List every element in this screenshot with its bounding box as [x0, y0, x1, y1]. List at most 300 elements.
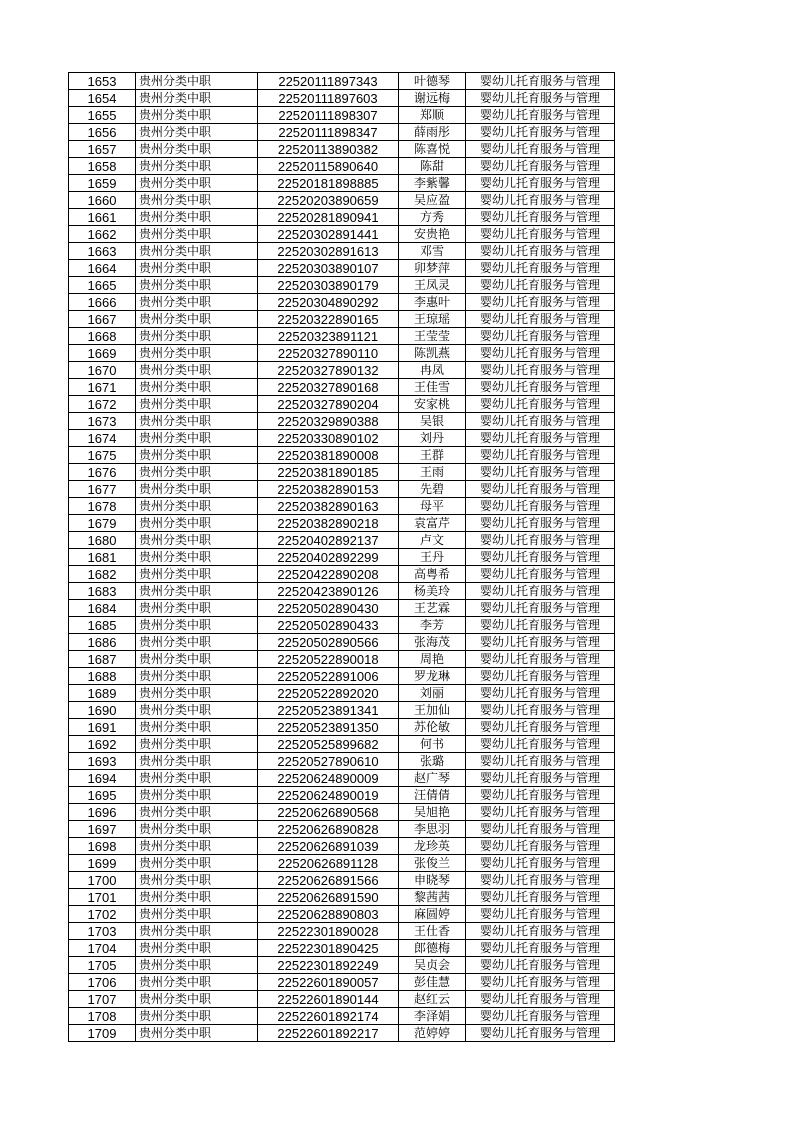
major-cell: 婴幼儿托育服务与管理: [466, 872, 615, 889]
student-name-cell: 陈凯燕: [399, 345, 466, 362]
category-cell: 贵州分类中职: [136, 90, 258, 107]
table-row: [69, 702, 615, 719]
table-row: [69, 311, 615, 328]
exam-id-cell: 22520323891121: [258, 328, 399, 345]
row-number-cell: 1691: [69, 719, 136, 736]
category-cell: 贵州分类中职: [136, 838, 258, 855]
category-cell: 贵州分类中职: [136, 107, 258, 124]
row-number-cell: 1701: [69, 889, 136, 906]
student-name-cell: 邓雪: [399, 243, 466, 260]
table-row: [69, 413, 615, 430]
major-cell: 婴幼儿托育服务与管理: [466, 311, 615, 328]
row-number-cell: 1703: [69, 923, 136, 940]
category-cell: 贵州分类中职: [136, 1025, 258, 1042]
table-row: [69, 906, 615, 923]
table-row: [69, 821, 615, 838]
row-number-cell: 1687: [69, 651, 136, 668]
exam-id-cell: 22520327890204: [258, 396, 399, 413]
student-name-cell: 麻圆婷: [399, 906, 466, 923]
category-cell: 贵州分类中职: [136, 175, 258, 192]
category-cell: 贵州分类中职: [136, 651, 258, 668]
student-name-cell: 张璐: [399, 753, 466, 770]
table-row: [69, 600, 615, 617]
table-row: [69, 396, 615, 413]
table-row: [69, 566, 615, 583]
category-cell: 贵州分类中职: [136, 991, 258, 1008]
table-row: [69, 549, 615, 566]
student-name-cell: 吴银: [399, 413, 466, 430]
major-cell: 婴幼儿托育服务与管理: [466, 1008, 615, 1025]
row-number-cell: 1677: [69, 481, 136, 498]
major-cell: 婴幼儿托育服务与管理: [466, 957, 615, 974]
major-cell: 婴幼儿托育服务与管理: [466, 447, 615, 464]
row-number-cell: 1686: [69, 634, 136, 651]
exam-id-cell: 22520626891128: [258, 855, 399, 872]
student-name-cell: 彭佳慧: [399, 974, 466, 991]
major-cell: 婴幼儿托育服务与管理: [466, 192, 615, 209]
table-row: [69, 974, 615, 991]
category-cell: 贵州分类中职: [136, 940, 258, 957]
category-cell: 贵州分类中职: [136, 260, 258, 277]
student-list-table: [68, 72, 615, 1042]
row-number-cell: 1675: [69, 447, 136, 464]
table-row: [69, 226, 615, 243]
exam-id-cell: 22520502890566: [258, 634, 399, 651]
row-number-cell: 1676: [69, 464, 136, 481]
major-cell: 婴幼儿托育服务与管理: [466, 923, 615, 940]
major-cell: 婴幼儿托育服务与管理: [466, 770, 615, 787]
major-cell: 婴幼儿托育服务与管理: [466, 821, 615, 838]
major-cell: 婴幼儿托育服务与管理: [466, 430, 615, 447]
exam-id-cell: 22520502890430: [258, 600, 399, 617]
exam-id-cell: 22520626891039: [258, 838, 399, 855]
row-number-cell: 1663: [69, 243, 136, 260]
table-row: [69, 1025, 615, 1042]
major-cell: 婴幼儿托育服务与管理: [466, 685, 615, 702]
student-name-cell: 范婷婷: [399, 1025, 466, 1042]
student-name-cell: 周艳: [399, 651, 466, 668]
category-cell: 贵州分类中职: [136, 804, 258, 821]
major-cell: 婴幼儿托育服务与管理: [466, 379, 615, 396]
category-cell: 贵州分类中职: [136, 158, 258, 175]
row-number-cell: 1654: [69, 90, 136, 107]
student-name-cell: 刘丽: [399, 685, 466, 702]
table-row: [69, 430, 615, 447]
row-number-cell: 1658: [69, 158, 136, 175]
major-cell: 婴幼儿托育服务与管理: [466, 515, 615, 532]
category-cell: 贵州分类中职: [136, 294, 258, 311]
student-name-cell: 申晓琴: [399, 872, 466, 889]
row-number-cell: 1664: [69, 260, 136, 277]
major-cell: 婴幼儿托育服务与管理: [466, 481, 615, 498]
exam-id-cell: 22520115890640: [258, 158, 399, 175]
student-name-cell: 王加仙: [399, 702, 466, 719]
student-name-cell: 李泽娟: [399, 1008, 466, 1025]
row-number-cell: 1705: [69, 957, 136, 974]
row-number-cell: 1660: [69, 192, 136, 209]
row-number-cell: 1661: [69, 209, 136, 226]
student-name-cell: 何书: [399, 736, 466, 753]
row-number-cell: 1681: [69, 549, 136, 566]
exam-id-cell: 22520527890610: [258, 753, 399, 770]
table-row: [69, 804, 615, 821]
exam-id-cell: 22522301890425: [258, 940, 399, 957]
category-cell: 贵州分类中职: [136, 243, 258, 260]
row-number-cell: 1696: [69, 804, 136, 821]
exam-id-cell: 22522601890144: [258, 991, 399, 1008]
category-cell: 贵州分类中职: [136, 821, 258, 838]
category-cell: 贵州分类中职: [136, 583, 258, 600]
major-cell: 婴幼儿托育服务与管理: [466, 974, 615, 991]
category-cell: 贵州分类中职: [136, 719, 258, 736]
exam-id-cell: 22520111897603: [258, 90, 399, 107]
student-name-cell: 李芳: [399, 617, 466, 634]
student-name-cell: 高粤希: [399, 566, 466, 583]
table-row: [69, 141, 615, 158]
exam-id-cell: 22520322890165: [258, 311, 399, 328]
category-cell: 贵州分类中职: [136, 549, 258, 566]
row-number-cell: 1683: [69, 583, 136, 600]
category-cell: 贵州分类中职: [136, 430, 258, 447]
row-number-cell: 1674: [69, 430, 136, 447]
major-cell: 婴幼儿托育服务与管理: [466, 498, 615, 515]
major-cell: 婴幼儿托育服务与管理: [466, 1025, 615, 1042]
table-row: [69, 481, 615, 498]
major-cell: 婴幼儿托育服务与管理: [466, 906, 615, 923]
major-cell: 婴幼儿托育服务与管理: [466, 141, 615, 158]
category-cell: 贵州分类中职: [136, 702, 258, 719]
student-name-cell: 张俊兰: [399, 855, 466, 872]
exam-id-cell: 22520624890009: [258, 770, 399, 787]
table-row: [69, 787, 615, 804]
student-name-cell: 卯梦萍: [399, 260, 466, 277]
category-cell: 贵州分类中职: [136, 73, 258, 90]
table-row: [69, 940, 615, 957]
exam-id-cell: 22520522892020: [258, 685, 399, 702]
exam-id-cell: 22520111898347: [258, 124, 399, 141]
table-row: [69, 685, 615, 702]
row-number-cell: 1659: [69, 175, 136, 192]
major-cell: 婴幼儿托育服务与管理: [466, 940, 615, 957]
student-name-cell: 赵广琴: [399, 770, 466, 787]
major-cell: 婴幼儿托育服务与管理: [466, 413, 615, 430]
exam-id-cell: 22520423890126: [258, 583, 399, 600]
row-number-cell: 1707: [69, 991, 136, 1008]
exam-id-cell: 22522301890028: [258, 923, 399, 940]
row-number-cell: 1694: [69, 770, 136, 787]
row-number-cell: 1684: [69, 600, 136, 617]
student-name-cell: 黎茜茜: [399, 889, 466, 906]
table-row: [69, 617, 615, 634]
category-cell: 贵州分类中职: [136, 753, 258, 770]
row-number-cell: 1668: [69, 328, 136, 345]
student-name-cell: 安贵艳: [399, 226, 466, 243]
major-cell: 婴幼儿托育服务与管理: [466, 328, 615, 345]
exam-id-cell: 22520111898307: [258, 107, 399, 124]
row-number-cell: 1685: [69, 617, 136, 634]
exam-id-cell: 22520302891441: [258, 226, 399, 243]
category-cell: 贵州分类中职: [136, 600, 258, 617]
table-row: [69, 634, 615, 651]
exam-id-cell: 22520523891350: [258, 719, 399, 736]
major-cell: 婴幼儿托育服务与管理: [466, 736, 615, 753]
exam-id-cell: 22522601892217: [258, 1025, 399, 1042]
major-cell: 婴幼儿托育服务与管理: [466, 566, 615, 583]
exam-id-cell: 22520628890803: [258, 906, 399, 923]
row-number-cell: 1653: [69, 73, 136, 90]
table-row: [69, 838, 615, 855]
student-name-cell: 李紫馨: [399, 175, 466, 192]
student-name-cell: 吴应盈: [399, 192, 466, 209]
row-number-cell: 1702: [69, 906, 136, 923]
exam-id-cell: 22520382890163: [258, 498, 399, 515]
table-row: [69, 753, 615, 770]
major-cell: 婴幼儿托育服务与管理: [466, 583, 615, 600]
category-cell: 贵州分类中职: [136, 889, 258, 906]
row-number-cell: 1670: [69, 362, 136, 379]
row-number-cell: 1689: [69, 685, 136, 702]
table-row: [69, 583, 615, 600]
exam-id-cell: 22522601892174: [258, 1008, 399, 1025]
student-name-cell: 刘丹: [399, 430, 466, 447]
major-cell: 婴幼儿托育服务与管理: [466, 464, 615, 481]
category-cell: 贵州分类中职: [136, 634, 258, 651]
category-cell: 贵州分类中职: [136, 328, 258, 345]
category-cell: 贵州分类中职: [136, 872, 258, 889]
row-number-cell: 1669: [69, 345, 136, 362]
student-name-cell: 龙珍英: [399, 838, 466, 855]
exam-id-cell: 22520330890102: [258, 430, 399, 447]
exam-id-cell: 22520626890568: [258, 804, 399, 821]
table-row: [69, 260, 615, 277]
category-cell: 贵州分类中职: [136, 923, 258, 940]
major-cell: 婴幼儿托育服务与管理: [466, 991, 615, 1008]
exam-id-cell: 22520382890153: [258, 481, 399, 498]
row-number-cell: 1704: [69, 940, 136, 957]
table-row: [69, 124, 615, 141]
student-name-cell: 王凤灵: [399, 277, 466, 294]
category-cell: 贵州分类中职: [136, 209, 258, 226]
student-name-cell: 袁富芹: [399, 515, 466, 532]
major-cell: 婴幼儿托育服务与管理: [466, 226, 615, 243]
student-name-cell: 王群: [399, 447, 466, 464]
student-name-cell: 卢文: [399, 532, 466, 549]
major-cell: 婴幼儿托育服务与管理: [466, 90, 615, 107]
student-name-cell: 母平: [399, 498, 466, 515]
table-row: [69, 209, 615, 226]
category-cell: 贵州分类中职: [136, 498, 258, 515]
major-cell: 婴幼儿托育服务与管理: [466, 277, 615, 294]
table-row: [69, 175, 615, 192]
major-cell: 婴幼儿托育服务与管理: [466, 124, 615, 141]
row-number-cell: 1656: [69, 124, 136, 141]
category-cell: 贵州分类中职: [136, 906, 258, 923]
row-number-cell: 1679: [69, 515, 136, 532]
major-cell: 婴幼儿托育服务与管理: [466, 362, 615, 379]
table-row: [69, 243, 615, 260]
exam-id-cell: 22520113890382: [258, 141, 399, 158]
row-number-cell: 1706: [69, 974, 136, 991]
student-name-cell: 李惠叶: [399, 294, 466, 311]
category-cell: 贵州分类中职: [136, 447, 258, 464]
row-number-cell: 1682: [69, 566, 136, 583]
student-name-cell: 罗龙琳: [399, 668, 466, 685]
table-row: [69, 668, 615, 685]
category-cell: 贵州分类中职: [136, 124, 258, 141]
row-number-cell: 1709: [69, 1025, 136, 1042]
category-cell: 贵州分类中职: [136, 311, 258, 328]
exam-id-cell: 22520382890218: [258, 515, 399, 532]
row-number-cell: 1667: [69, 311, 136, 328]
exam-id-cell: 22520327890110: [258, 345, 399, 362]
exam-id-cell: 22520203890659: [258, 192, 399, 209]
category-cell: 贵州分类中职: [136, 515, 258, 532]
row-number-cell: 1662: [69, 226, 136, 243]
row-number-cell: 1693: [69, 753, 136, 770]
major-cell: 婴幼儿托育服务与管理: [466, 260, 615, 277]
student-name-cell: 汪倩倩: [399, 787, 466, 804]
category-cell: 贵州分类中职: [136, 192, 258, 209]
table-row: [69, 192, 615, 209]
row-number-cell: 1678: [69, 498, 136, 515]
student-name-cell: 谢远梅: [399, 90, 466, 107]
major-cell: 婴幼儿托育服务与管理: [466, 175, 615, 192]
table-row: [69, 158, 615, 175]
student-name-cell: 王丹: [399, 549, 466, 566]
exam-id-cell: 22520522890018: [258, 651, 399, 668]
category-cell: 贵州分类中职: [136, 345, 258, 362]
row-number-cell: 1673: [69, 413, 136, 430]
major-cell: 婴幼儿托育服务与管理: [466, 243, 615, 260]
table-row: [69, 855, 615, 872]
row-number-cell: 1680: [69, 532, 136, 549]
exam-id-cell: 22522301892249: [258, 957, 399, 974]
category-cell: 贵州分类中职: [136, 974, 258, 991]
major-cell: 婴幼儿托育服务与管理: [466, 294, 615, 311]
category-cell: 贵州分类中职: [136, 379, 258, 396]
category-cell: 贵州分类中职: [136, 957, 258, 974]
major-cell: 婴幼儿托育服务与管理: [466, 855, 615, 872]
table-row: [69, 736, 615, 753]
exam-id-cell: 22520303890107: [258, 260, 399, 277]
table-row: [69, 498, 615, 515]
category-cell: 贵州分类中职: [136, 532, 258, 549]
row-number-cell: 1688: [69, 668, 136, 685]
student-name-cell: 赵红云: [399, 991, 466, 1008]
major-cell: 婴幼儿托育服务与管理: [466, 617, 615, 634]
table-row: [69, 73, 615, 90]
student-name-cell: 王琼瑶: [399, 311, 466, 328]
category-cell: 贵州分类中职: [136, 855, 258, 872]
category-cell: 贵州分类中职: [136, 362, 258, 379]
major-cell: 婴幼儿托育服务与管理: [466, 107, 615, 124]
major-cell: 婴幼儿托育服务与管理: [466, 753, 615, 770]
student-name-cell: 陈喜悦: [399, 141, 466, 158]
student-name-cell: 杨美玲: [399, 583, 466, 600]
student-name-cell: 方秀: [399, 209, 466, 226]
exam-id-cell: 22520626890828: [258, 821, 399, 838]
category-cell: 贵州分类中职: [136, 1008, 258, 1025]
major-cell: 婴幼儿托育服务与管理: [466, 702, 615, 719]
category-cell: 贵州分类中职: [136, 226, 258, 243]
major-cell: 婴幼儿托育服务与管理: [466, 158, 615, 175]
category-cell: 贵州分类中职: [136, 566, 258, 583]
student-name-cell: 冉凤: [399, 362, 466, 379]
table-row: [69, 872, 615, 889]
row-number-cell: 1700: [69, 872, 136, 889]
row-number-cell: 1657: [69, 141, 136, 158]
row-number-cell: 1697: [69, 821, 136, 838]
table-row: [69, 1008, 615, 1025]
category-cell: 贵州分类中职: [136, 685, 258, 702]
major-cell: 婴幼儿托育服务与管理: [466, 396, 615, 413]
table-row: [69, 770, 615, 787]
exam-id-cell: 22520523891341: [258, 702, 399, 719]
category-cell: 贵州分类中职: [136, 668, 258, 685]
student-name-cell: 王佳雪: [399, 379, 466, 396]
major-cell: 婴幼儿托育服务与管理: [466, 532, 615, 549]
exam-id-cell: 22520181898885: [258, 175, 399, 192]
major-cell: 婴幼儿托育服务与管理: [466, 651, 615, 668]
table-row: [69, 328, 615, 345]
row-number-cell: 1666: [69, 294, 136, 311]
table-row: [69, 464, 615, 481]
student-name-cell: 王莹莹: [399, 328, 466, 345]
student-name-cell: 吴旭艳: [399, 804, 466, 821]
row-number-cell: 1708: [69, 1008, 136, 1025]
exam-id-cell: 22520327890132: [258, 362, 399, 379]
row-number-cell: 1672: [69, 396, 136, 413]
row-number-cell: 1695: [69, 787, 136, 804]
exam-id-cell: 22520302891613: [258, 243, 399, 260]
student-name-cell: 先碧: [399, 481, 466, 498]
category-cell: 贵州分类中职: [136, 141, 258, 158]
row-number-cell: 1698: [69, 838, 136, 855]
major-cell: 婴幼儿托育服务与管理: [466, 600, 615, 617]
student-name-cell: 吴贞会: [399, 957, 466, 974]
exam-id-cell: 22522601890057: [258, 974, 399, 991]
exam-id-cell: 22520281890941: [258, 209, 399, 226]
exam-id-cell: 22520402892299: [258, 549, 399, 566]
student-name-cell: 安家桃: [399, 396, 466, 413]
table-row: [69, 957, 615, 974]
major-cell: 婴幼儿托育服务与管理: [466, 804, 615, 821]
student-name-cell: 叶德琴: [399, 73, 466, 90]
row-number-cell: 1665: [69, 277, 136, 294]
row-number-cell: 1655: [69, 107, 136, 124]
exam-id-cell: 22520522891006: [258, 668, 399, 685]
category-cell: 贵州分类中职: [136, 396, 258, 413]
student-name-cell: 薛雨彤: [399, 124, 466, 141]
table-body: [69, 73, 615, 1042]
table-row: [69, 294, 615, 311]
table-row: [69, 447, 615, 464]
exam-id-cell: 22520111897343: [258, 73, 399, 90]
row-number-cell: 1699: [69, 855, 136, 872]
exam-id-cell: 22520381890008: [258, 447, 399, 464]
table-row: [69, 515, 615, 532]
table-row: [69, 719, 615, 736]
student-name-cell: 王艺霖: [399, 600, 466, 617]
student-name-cell: 苏伦敏: [399, 719, 466, 736]
exam-id-cell: 22520525899682: [258, 736, 399, 753]
table-row: [69, 651, 615, 668]
major-cell: 婴幼儿托育服务与管理: [466, 787, 615, 804]
table-row: [69, 923, 615, 940]
major-cell: 婴幼儿托育服务与管理: [466, 719, 615, 736]
exam-id-cell: 22520422890208: [258, 566, 399, 583]
exam-id-cell: 22520303890179: [258, 277, 399, 294]
